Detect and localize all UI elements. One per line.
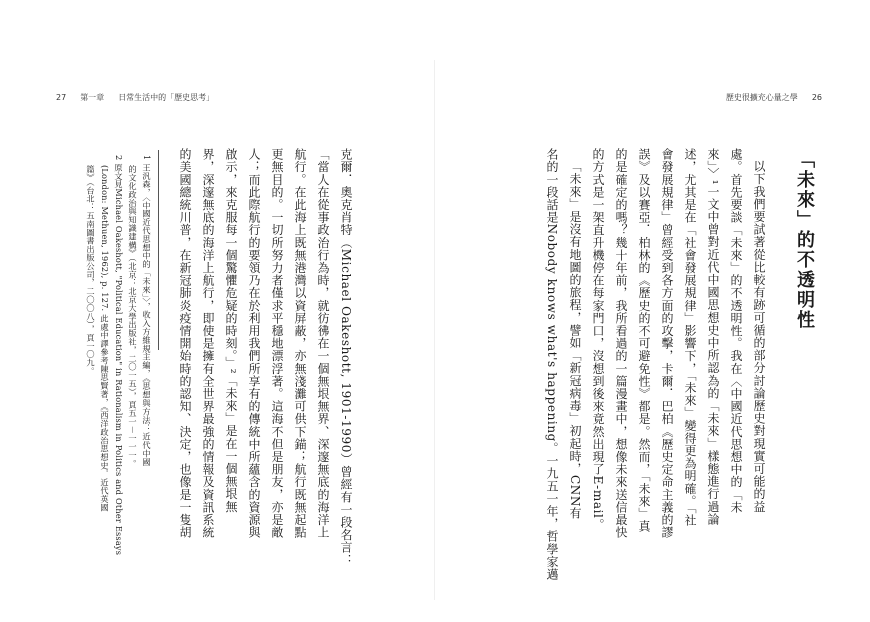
right-running-title: 歷史很擴充心量之學 bbox=[725, 93, 798, 102]
body-line: 會發展規律」曾經受到各方面的攻擊，卡爾．巴柏《歷史定命主義的謬 bbox=[660, 148, 674, 539]
right-running-head bbox=[726, 92, 822, 103]
body-line: 「當人在從事政治行為時，就彷彿在一個無垠無界、深邃無底的海洋上 bbox=[316, 148, 330, 539]
footnote-1-line: 的文化政治與知識建構》（北京：北京大學出版社，二〇一五），頁五一－一一一。 bbox=[128, 165, 138, 468]
footnote-2-line: 篇》（台北：五南圖書出版公司，二〇〇八），頁一〇九。 bbox=[86, 165, 96, 376]
footnote-1-line: 1 王汎森，〈中國近代思想中的「未來」〉，收入方維規主編，《思想與方法：近代中國 bbox=[142, 155, 152, 467]
footnotes bbox=[86, 155, 154, 575]
left-running-head bbox=[56, 92, 214, 103]
section-title: 「未來」的不透明性 bbox=[794, 150, 815, 330]
body-line: 克爾．奧克肖特（Michael Oakeshott, 1901-1990）曾經有一段名言： bbox=[339, 148, 353, 567]
footnote-2-line: (London: Methuen, 1962), p. 127. 此處中譯參考陳思賢著，《西洋政治思想史．近代英國 bbox=[100, 165, 110, 512]
body-line: 的方式是一架直升機停在每家門口，沒想到後來竟然出現了E-mail。 bbox=[591, 148, 605, 532]
body-line: 「未來」是沒有地圖的旅程，譬如「新冠病毒」初起時，CNN有 bbox=[568, 160, 582, 520]
body-line: 啟示，來克服每一個驚懼危疑的時刻。」²「未來」是在一個無垠無 bbox=[224, 148, 238, 513]
left-chapter-title: 日常生活中的「歷史思考」 bbox=[118, 93, 215, 102]
body-line: 述，尤其是在「社會發展規律」影響下，「未來」變得更為明確。「社 bbox=[683, 148, 697, 527]
body-line: 航行。在此海上既無港灣以資屏蔽，亦無淺灘可供下錨；航行既無起點 bbox=[293, 148, 307, 539]
right-body-text bbox=[470, 148, 770, 581]
body-line: 以下我們要試著從比較有跡可循的部分討論歷史對現實可能的益 bbox=[752, 160, 766, 513]
body-line: 誤》及以賽亞．柏林的《歷史的不可避免性》都是。然而，「未來」真 bbox=[637, 148, 651, 533]
body-line: 處。首先要談「未來」的不透明性。我在〈中國近代思想中的「未 bbox=[729, 148, 743, 514]
right-page-number: 26 bbox=[811, 93, 822, 102]
body-line: 的美國總統川普，在新冠肺炎疫情開始時的認知、決定，也像是一隻胡 bbox=[178, 148, 192, 539]
body-line: 名的一段話是Nobody knows what's happening。一九五一年，哲學家邁 bbox=[545, 148, 559, 581]
left-page-number: 27 bbox=[56, 93, 67, 102]
body-line: 的是確定的嗎？幾十年前，我所看過的一篇漫畫中，想像未來送信最快 bbox=[614, 148, 628, 539]
body-line: 更無目的。一切所努力者僅求平穩地漂浮著。這海不但是朋友，亦是敵 bbox=[270, 148, 284, 539]
body-line: 來」〉¹一文中曾對近代中國思想史中所認為的「未來」樣態進行過論 bbox=[706, 148, 720, 526]
footnote-2-line: 2 原文見Michael Oakeshott, "Political Education" in Rationalism in Politics and Other Essays bbox=[114, 155, 124, 556]
body-line: 界，深邃無底的海洋上航行，即使是擁有全世界最強的情報及資訊系統 bbox=[201, 148, 215, 539]
right-page bbox=[435, 0, 870, 622]
body-line: 人；而此際航行的要領乃在於利用我們所享有的傳統中所蘊含的資源與 bbox=[247, 148, 261, 539]
left-chapter-label: 第一章 bbox=[80, 93, 105, 102]
footnote-divider bbox=[158, 150, 159, 350]
